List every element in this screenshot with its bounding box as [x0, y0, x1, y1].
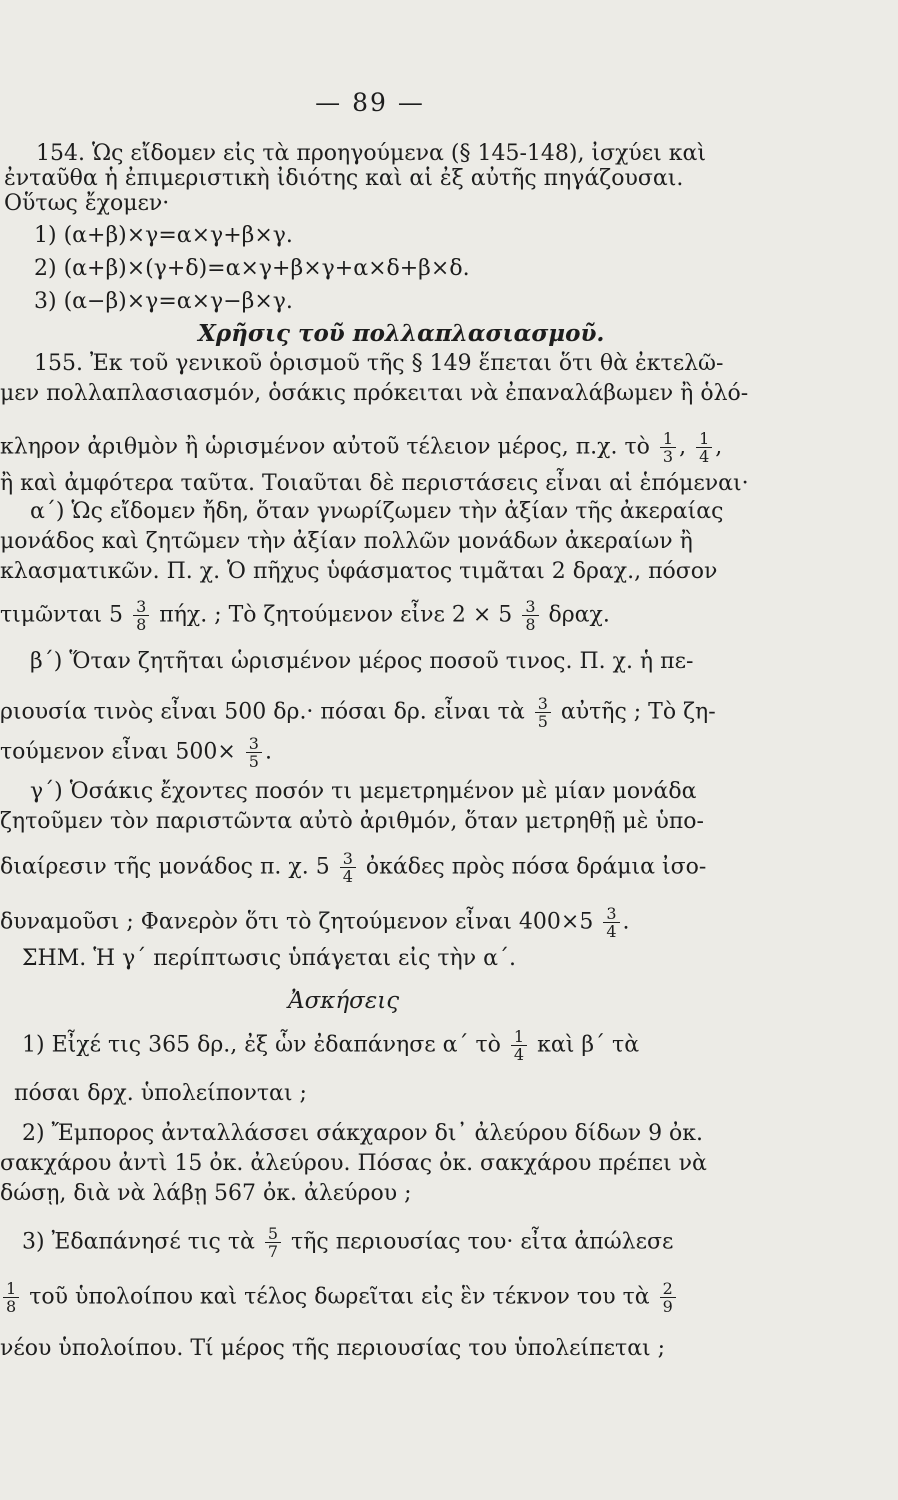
fraction-one-third: $\frac{1}{3}$: [660, 430, 676, 465]
exercise-3-line-2: [0, 1280, 679, 1315]
exercise-2-line-3: δώσῃ, διὰ νὰ λάβῃ 567 ὀκ. ἀλεύρου ;: [0, 1181, 412, 1206]
paragraph-154-line-2: ἐνταῦθα ἡ ἐπιμεριστικὴ ἰδιότης καὶ αἱ ἐξ αὐτῆς πηγάζουσαι.: [4, 166, 684, 191]
line-text: αὐτῆς ; Τὸ ζη-: [560, 699, 716, 725]
exercise-2-line-1: 2) Ἔμπορος ἀνταλλάσσει σάκχαρον δι᾿ ἀλεύρου δίδων 9 ὀκ.: [22, 1121, 704, 1146]
line-text: τῆς περιουσίας του· εἶτα ἀπώλεσε: [291, 1229, 674, 1255]
paragraph-155-line-1: 155. Ἐκ τοῦ γενικοῦ ὁρισμοῦ τῆς § 149 ἕπεται ὅτι θὰ ἐκτελῶ-: [34, 351, 724, 376]
fraction-two-ninths: $\frac{2}{9}$: [660, 1280, 676, 1315]
paragraph-155-line-4: ἢ καὶ ἀμφότερα ταῦτα. Τοιαῦται δὲ περιστάσεις εἶναι αἱ ἑπόμεναι·: [0, 471, 749, 496]
line-text: δραχ.: [548, 602, 610, 628]
fraction-one-quarter: $\frac{1}{4}$: [511, 1028, 527, 1063]
fraction-three-eighths: $\frac{3}{8}$: [133, 598, 149, 633]
section-heading: Χρῆσις τοῦ πολλαπλασιασμοῦ.: [198, 320, 605, 347]
case-b-line-3: τούμενον εἶναι 500× $\frac{3}{5}$ .: [0, 734, 272, 771]
exercise-3-line-3: νέου ὑπολοίπου. Τί μέρος τῆς περιουσίας του ὑπολείπεται ;: [0, 1336, 666, 1361]
page-number: — 89 —: [315, 88, 425, 117]
paragraph-155-line-2: μεν πολλαπλασιασμόν, ὁσάκις πρόκειται νὰ ἐπαναλάβωμεν ἢ ὁλό-: [0, 381, 749, 406]
fraction-three-quarters: $\frac{3}{4}$: [603, 905, 619, 940]
line-text: καὶ β΄ τὰ: [537, 1032, 640, 1058]
exercise-2-line-2: σακχάρου ἀντὶ 15 ὀκ. ἀλεύρου. Πόσας ὀκ. σακχάρου πρέπει νὰ: [0, 1151, 707, 1176]
fraction-one-eighth: $\frac{1}{8}$: [3, 1280, 19, 1315]
line-text: δυναμοῦσι ; Φανερὸν ὅτι τὸ ζητούμενον εἶναι 400×5: [0, 909, 594, 935]
line-text: κληρον ἀριθμὸν ἢ ὡρισμένον αὐτοῦ τέλειον μέρος, π.χ. τὸ: [0, 434, 650, 460]
case-b-line-1: β΄) Ὅταν ζητῆται ὡρισμένον μέρος ποσοῦ τινος. Π. χ. ἡ πε-: [30, 649, 694, 674]
case-a-line-2: μονάδος καὶ ζητῶμεν τὴν ἀξίαν πολλῶν μονάδων ἀκεραίων ἢ: [0, 529, 693, 554]
case-a-line-4: [0, 598, 610, 633]
fraction-three-fifths: $\frac{3}{5}$: [246, 735, 262, 770]
exercise-1-line-2: πόσαι δρχ. ὑπολείπονται ;: [14, 1081, 307, 1106]
line-text: διαίρεσιν τῆς μονάδος π. χ. 5: [0, 854, 330, 880]
fraction-five-sevenths: $\frac{5}{7}$: [265, 1225, 281, 1260]
formula-1: 1) (α+β)×γ=α×γ+β×γ.: [34, 223, 293, 248]
case-c-line-3: [0, 850, 706, 885]
case-c-line-4: δυναμοῦσι ; Φανερὸν ὅτι τὸ ζητούμενον εἶναι 400×5 $\frac{3}{4}$ .: [0, 904, 630, 941]
exercise-3-line-1: [22, 1225, 673, 1260]
exercises-title: Ἀσκήσεις: [288, 988, 400, 1014]
case-b-line-2: [0, 695, 716, 730]
formula-2: 2) (α+β)×(γ+δ)=α×γ+β×γ+α×δ+β×δ.: [34, 256, 470, 281]
case-a-line-1: α΄) Ὡς εἴδομεν ἤδη, ὅταν γνωρίζωμεν τὴν ἀξίαν τῆς ἀκεραίας: [30, 499, 724, 524]
exercise-1-line-1: [22, 1028, 639, 1063]
case-a-line-3: κλασματικῶν. Π. χ. Ὁ πῆχυς ὑφάσματος τιμᾶται 2 δραχ., πόσον: [0, 559, 718, 584]
case-c-line-1: γ΄) Ὁσάκις ἔχοντες ποσόν τι μεμετρημένον μὲ μίαν μονάδα: [30, 779, 697, 804]
line-text: τούμενον εἶναι 500×: [0, 739, 236, 765]
note-line: ΣΗΜ. Ἡ γ΄ περίπτωσις ὑπάγεται εἰς τὴν α΄.: [22, 946, 516, 971]
line-text: ριουσία τινὸς εἶναι 500 δρ.· πόσαι δρ. εἶναι τὰ: [0, 699, 525, 725]
paragraph-154-line-3: Οὕτως ἔχομεν·: [4, 191, 170, 216]
line-text: 3) Ἐδαπάνησέ τις τὰ: [22, 1229, 255, 1255]
fraction-three-fifths: $\frac{3}{5}$: [535, 695, 551, 730]
paragraph-155-line-3: κληρον ἀριθμὸν ἢ ὡρισμένον αὐτοῦ τέλειον μέρος, π.χ. τὸ $\frac{1}{3}$ , $\frac{1}{4}$ ,: [0, 429, 723, 466]
fraction-one-quarter: $\frac{1}{4}$: [696, 430, 712, 465]
fraction-three-quarters: $\frac{3}{4}$: [340, 850, 356, 885]
line-text: τιμῶνται 5: [0, 602, 124, 628]
line-text: 1) Εἶχέ τις 365 δρ., ἐξ ὧν ἐδαπάνησε α΄ τὸ: [22, 1032, 501, 1058]
case-c-line-2: ζητοῦμεν τὸν παριστῶντα αὐτὸ ἀριθμόν, ὅταν μετρηθῇ μὲ ὑπο-: [0, 809, 704, 834]
paragraph-154-line-1: 154. Ὡς εἴδομεν εἰς τὰ προηγούμενα (§ 145-148), ἰσχύει καὶ: [36, 141, 707, 166]
formula-3: 3) (α−β)×γ=α×γ−β×γ.: [34, 289, 293, 314]
line-text: πήχ. ; Τὸ ζητούμενον εἶνε 2 × 5: [159, 602, 513, 628]
line-text: τοῦ ὑπολοίπου καὶ τέλος δωρεῖται εἰς ἓν τέκνον του τὰ: [29, 1284, 650, 1310]
line-text: ὀκάδες πρὸς πόσα δράμια ἰσο-: [365, 854, 707, 880]
fraction-three-eighths: $\frac{3}{8}$: [522, 598, 538, 633]
